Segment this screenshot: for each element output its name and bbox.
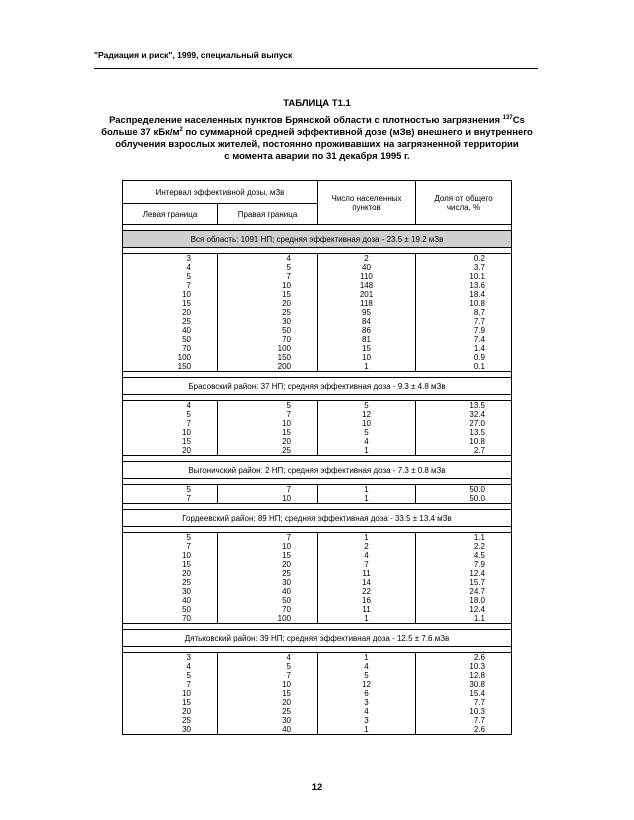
cell-count: 22 [362,587,371,596]
cell-right: 150 [277,353,291,362]
cell-count: 16 [362,596,371,605]
cell-count: 84 [362,317,371,326]
cell-left: 10 [182,551,191,560]
cell-count: 6 [364,689,369,698]
cell-left: 7 [186,419,191,428]
cell-share: 4.5 [473,551,485,560]
cell-right: 200 [277,362,291,371]
header-count: Число населенных пунктов [318,181,416,225]
cell-left: 15 [182,437,191,446]
cell-left: 30 [182,725,191,734]
cell-count: 4 [364,662,369,671]
cell-left: 4 [186,662,191,671]
cell-share: 3.7 [473,263,485,272]
cell-right: 10 [282,419,291,428]
cell-count: 118 [360,299,373,308]
column-right [218,653,318,735]
cell-count: 5 [364,671,369,680]
section-title-row [123,630,512,647]
cell-count: 2 [364,254,369,263]
cell-share: 50.0 [469,485,485,494]
caption-line-2 [88,127,546,139]
section-title-row [123,510,512,527]
cell-right: 7 [286,272,291,281]
cell-count: 10 [362,419,371,428]
cell-left: 15 [182,299,191,308]
cell-right: 20 [282,560,291,569]
cell-share: 2.6 [473,725,485,734]
section-title: Вся область: 1091 НП; средняя эффективная доза - 23.5 ± 19.2 мЗв [123,231,512,248]
cell-right: 7 [286,410,291,419]
cell-right: 50 [282,596,291,605]
cell-right: 25 [282,446,291,455]
cell-right: 100 [277,614,291,623]
cell-count: 12 [362,410,371,419]
cell-left: 7 [186,494,191,503]
column-count [318,533,416,624]
caption-sup: 2 [179,127,183,133]
cell-left: 20 [182,446,191,455]
cell-share: 1.1 [473,614,485,623]
cell-count: 5 [364,428,369,437]
cell-left: 5 [186,485,191,494]
cell-count: 1 [364,485,369,494]
cell-share: 2.2 [473,542,485,551]
cell-share: 12.4 [469,569,485,578]
cell-left: 5 [186,671,191,680]
column-count [318,653,416,735]
cell-count: 95 [362,308,371,317]
cell-right: 25 [282,707,291,716]
column-share [416,485,512,504]
column-right [218,401,318,456]
header-left-bound: Левая граница [123,204,218,225]
cell-left: 40 [182,596,191,605]
cell-share: 18.4 [469,290,485,299]
cell-right: 10 [282,281,291,290]
cell-count: 10 [362,353,371,362]
cell-right: 10 [282,680,291,689]
cell-left: 4 [186,263,191,272]
section-data-row [123,401,512,456]
cell-share: 2.6 [473,653,485,662]
cell-share: 0.2 [473,254,485,263]
cell-right: 20 [282,299,291,308]
cell-count: 4 [364,551,369,560]
cell-right: 20 [282,698,291,707]
header-right-bound: Правая граница [218,204,318,225]
cell-share: 15.4 [469,689,485,698]
cell-share: 13.5 [469,401,485,410]
cell-count: 1 [364,725,369,734]
cell-count: 15 [362,344,371,353]
section-title-row [123,462,512,479]
cell-share: 50.0 [469,494,485,503]
cell-left: 50 [182,335,191,344]
cell-right: 30 [282,317,291,326]
cell-right: 30 [282,578,291,587]
cell-count: 1 [364,362,369,371]
cell-count: 1 [364,533,369,542]
caption-line-1 [88,115,546,127]
cell-count: 1 [364,614,369,623]
cell-left: 70 [182,614,191,623]
cell-left: 5 [186,533,191,542]
cell-share: 13.6 [469,281,485,290]
section-title: Брасовский район: 37 НП; средняя эффективная доза - 9.3 ± 4.8 мЗв [123,378,512,395]
column-count [318,254,416,372]
column-share [416,653,512,735]
cell-share: 7.4 [473,335,485,344]
cell-count: 1 [364,494,369,503]
cell-left: 7 [186,281,191,290]
cell-count: 5 [364,401,369,410]
cell-share: 32.4 [469,410,485,419]
cell-count: 12 [362,680,371,689]
cell-left: 25 [182,578,191,587]
cell-left: 20 [182,707,191,716]
cell-right: 40 [282,587,291,596]
cell-count: 40 [362,263,371,272]
cell-count: 4 [364,707,369,716]
cell-count: 7 [364,560,369,569]
cell-right: 5 [286,263,291,272]
cell-share: 7.9 [473,560,485,569]
cell-left: 70 [182,344,191,353]
cell-share: 8.7 [473,308,485,317]
column-left [123,254,218,372]
cell-left: 15 [182,560,191,569]
header-interval: Интервал эффективной дозы, мЗв [123,181,318,204]
cell-right: 70 [282,335,291,344]
cell-right: 10 [282,494,291,503]
cell-count: 2 [364,542,369,551]
cell-right: 25 [282,308,291,317]
section-title-row [123,231,512,248]
table-caption [88,115,546,163]
cell-left: 15 [182,698,191,707]
cell-right: 15 [282,428,291,437]
cell-count: 11 [362,569,371,578]
cell-share: 27.0 [469,419,485,428]
cell-left: 150 [177,362,191,371]
cell-left: 25 [182,317,191,326]
cell-left: 40 [182,326,191,335]
cell-left: 4 [186,401,191,410]
cell-left: 20 [182,308,191,317]
cell-right: 7 [286,485,291,494]
cell-share: 15.7 [469,578,485,587]
cell-left: 25 [182,716,191,725]
caption-text: Cs [512,115,525,126]
cell-right: 7 [286,533,291,542]
cell-left: 3 [186,653,191,662]
cell-right: 20 [282,437,291,446]
column-right [218,485,318,504]
column-left [123,485,218,504]
cell-share: 7.9 [473,326,485,335]
cell-share: 10.3 [469,662,485,671]
cell-right: 4 [286,254,291,263]
cell-count: 201 [359,290,374,299]
cell-right: 25 [282,569,291,578]
running-header: "Радиация и риск", 1999, специальный выпуск [94,50,293,60]
cell-share: 18.0 [469,596,485,605]
cell-share: 12.4 [469,605,485,614]
cell-left: 7 [186,542,191,551]
cell-left: 50 [182,605,191,614]
cell-right: 100 [277,344,291,353]
column-share [416,533,512,624]
section-title: Гордеевский район: 89 НП; средняя эффективная доза - 33.5 ± 13.4 мЗв [123,510,512,527]
cell-left: 5 [186,410,191,419]
cell-right: 5 [286,401,291,410]
cell-share: 12.8 [469,671,485,680]
caption-sup: 137 [502,115,513,121]
column-left [123,533,218,624]
cell-right: 40 [282,725,291,734]
column-right [218,533,318,624]
cell-count: 1 [364,653,369,662]
cell-left: 5 [186,272,191,281]
section-data-row [123,254,512,372]
cell-left: 7 [186,680,191,689]
cell-right: 30 [282,716,291,725]
cell-share: 10.1 [469,272,485,281]
cell-right: 15 [282,290,291,299]
cell-share: 7.7 [473,716,485,725]
cell-share: 7.7 [473,698,485,707]
column-count [318,485,416,504]
cell-right: 7 [286,671,291,680]
header-rule [94,68,538,69]
cell-left: 10 [182,290,191,299]
section-data-row [123,533,512,624]
caption-line-3: облучения взрослых жителей, постоянно проживавших на загрязненной территории [115,139,519,150]
column-count [318,401,416,456]
cell-count: 4 [364,437,369,446]
cell-count: 11 [362,605,371,614]
cell-count: 110 [360,272,373,281]
cell-count: 14 [362,578,371,587]
cell-share: 30.8 [469,680,485,689]
section-data-row [123,485,512,504]
caption-text: по суммарной средней эффективной дозе (мЗв) внешнего и внутреннего [182,127,533,138]
cell-right: 50 [282,326,291,335]
cell-share: 1.1 [473,533,485,542]
cell-share: 10.8 [469,299,485,308]
cell-share: 0.1 [473,362,485,371]
cell-count: 86 [362,326,371,335]
cell-right: 4 [286,653,291,662]
column-left [123,401,218,456]
column-left [123,653,218,735]
section-title: Выгоничский район: 2 НП; средняя эффективная доза - 7.3 ± 0.8 мЗв [123,462,512,479]
header-share: Доля от общего числа, % [416,181,512,225]
column-right [218,254,318,372]
section-data-row [123,653,512,735]
cell-right: 10 [282,542,291,551]
cell-share: 7.7 [473,317,485,326]
cell-count: 3 [364,698,369,707]
cell-count: 148 [359,281,374,290]
table-title: ТАБЛИЦА Т1.1 [283,98,351,109]
caption-line-4: с момента аварии по 31 декабря 1995 г. [224,151,410,162]
column-share [416,401,512,456]
cell-left: 10 [182,428,191,437]
section-title-row [123,378,512,395]
cell-right: 5 [286,662,291,671]
cell-count: 3 [364,716,369,725]
section-title: Дятьковский район: 39 НП; средняя эффективная доза - 12.5 ± 7.6 мЗв [123,630,512,647]
cell-left: 10 [182,689,191,698]
cell-right: 15 [282,551,291,560]
cell-left: 100 [177,353,191,362]
cell-share: 1.4 [473,344,485,353]
cell-count: 1 [364,446,369,455]
cell-left: 30 [182,587,191,596]
cell-right: 15 [282,689,291,698]
cell-share: 0.9 [473,353,485,362]
cell-share: 10.3 [469,707,485,716]
cell-share: 10.8 [469,437,485,446]
dose-distribution-table [122,180,512,735]
cell-share: 24.7 [469,587,485,596]
page-number: 12 [311,782,323,793]
caption-text: больше 37 кБк/м [101,127,180,138]
cell-right: 70 [282,605,291,614]
caption-text: Распределение населенных пунктов Брянской области с плотностью загрязнения [109,115,503,126]
column-share [416,254,512,372]
cell-share: 2.7 [473,446,485,455]
cell-left: 3 [186,254,191,263]
cell-left: 20 [182,569,191,578]
cell-count: 81 [362,335,371,344]
cell-share: 13.5 [469,428,485,437]
